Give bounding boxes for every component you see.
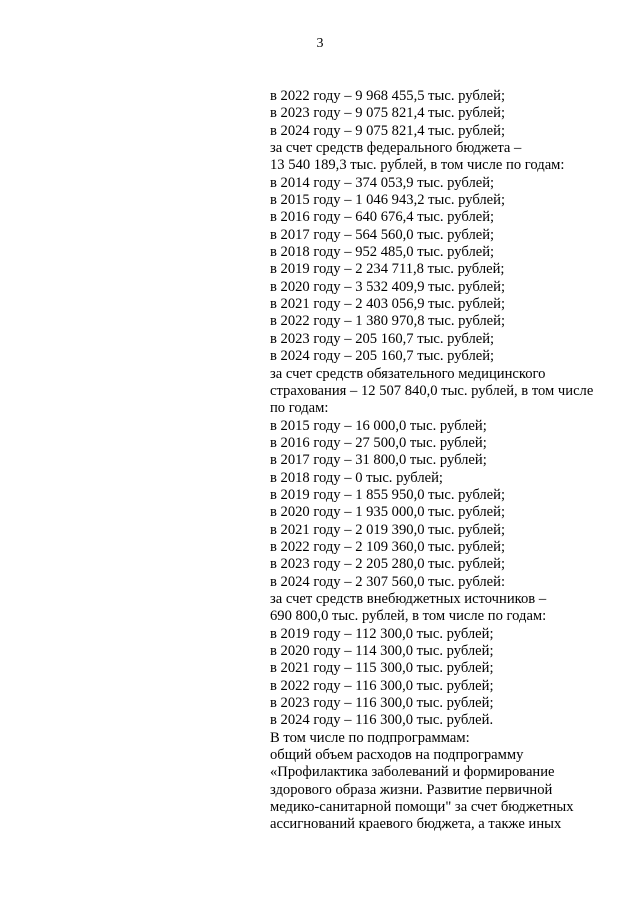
text-line: «Профилактика заболеваний и формирование: [270, 764, 555, 781]
text-line: в 2016 году – 640 676,4 тыс. рублей;: [270, 209, 495, 226]
text-line: в 2024 году – 9 075 821,4 тыс. рублей;: [270, 122, 506, 139]
text-line: в 2020 году – 114 300,0 тыс. рублей;: [270, 643, 494, 659]
text-line: в 2022 году – 2 109 360,0 тыс. рублей;: [270, 538, 506, 555]
text-line: в 2022 году – 9 968 455,5 тыс. рублей;: [270, 88, 506, 104]
text-line: в 2019 году – 2 234 711,8 тыс. рублей;: [270, 261, 505, 278]
text-line: в 2024 году – 205 160,7 тыс. рублей;: [270, 348, 495, 365]
text-line: в 2017 году – 31 800,0 тыс. рублей;: [270, 452, 487, 469]
text-line: в 2023 году – 205 160,7 тыс. рублей;: [270, 330, 495, 347]
text-line: в 2018 году – 0 тыс. рублей;: [270, 469, 443, 486]
text-line: в 2019 году – 112 300,0 тыс. рублей;: [270, 625, 494, 642]
text-line: общий объем расходов на подпрограмму: [270, 747, 524, 764]
text-line: в 2019 году – 1 855 950,0 тыс. рублей;: [270, 486, 506, 503]
text-line: В том числе по подпрограммам:: [270, 729, 470, 746]
text-line: в 2015 году – 1 046 943,2 тыс. рублей;: [270, 192, 506, 209]
text-line: за счет средств федерального бюджета –: [270, 140, 522, 157]
text-line: в 2023 году – 9 075 821,4 тыс. рублей;: [270, 105, 506, 122]
text-line: в 2016 году – 27 500,0 тыс. рублей;: [270, 434, 487, 451]
text-line: в 2021 году – 115 300,0 тыс. рублей;: [270, 660, 494, 677]
text-line: в 2022 году – 116 300,0 тыс. рублей;: [270, 677, 494, 694]
text-line: за счет средств внебюджетных источников –: [270, 590, 547, 607]
text-line: в 2017 году – 564 560,0 тыс. рублей;: [270, 226, 495, 243]
text-line: в 2020 году – 1 935 000,0 тыс. рублей;: [270, 504, 506, 521]
text-line: в 2020 году – 3 532 409,9 тыс. рублей;: [270, 278, 506, 295]
text-line: в 2023 году – 2 205 280,0 тыс. рублей;: [270, 556, 506, 573]
text-line: здорового образа жизни. Развитие первичной: [270, 781, 553, 798]
text-line: за счет средств обязательного медицинского: [270, 365, 546, 382]
text-line: в 2015 году – 16 000,0 тыс. рублей;: [270, 417, 487, 434]
text-line: в 2022 году – 1 380 970,8 тыс. рублей;: [270, 313, 506, 330]
text-line: в 2018 году – 952 485,0 тыс. рублей;: [270, 244, 495, 261]
text-line: в 2014 году – 374 053,9 тыс. рублей;: [270, 174, 495, 191]
text-line: 690 800,0 тыс. рублей, в том числе по годам:: [270, 608, 547, 625]
text-line: по годам:: [270, 400, 329, 417]
text-line: 13 540 189,3 тыс. рублей, в том числе по годам:: [270, 157, 565, 174]
text-line: медико-санитарной помощи" за счет бюджетных: [270, 799, 574, 816]
text-line: в 2021 году – 2 019 390,0 тыс. рублей;: [270, 521, 506, 538]
document-text-column: [270, 88, 610, 834]
text-line: в 2023 году – 116 300,0 тыс. рублей;: [270, 695, 494, 712]
text-line: в 2024 году – 116 300,0 тыс. рублей.: [270, 712, 494, 729]
text-line: страхования – 12 507 840,0 тыс. рублей, в том числе: [270, 382, 594, 399]
page-number: 3: [316, 36, 324, 51]
text-line: в 2021 году – 2 403 056,9 тыс. рублей;: [270, 296, 506, 313]
text-line: ассигнований краевого бюджета, а также иных: [270, 816, 562, 833]
text-line: в 2024 году – 2 307 560,0 тыс. рублей:: [270, 573, 506, 590]
